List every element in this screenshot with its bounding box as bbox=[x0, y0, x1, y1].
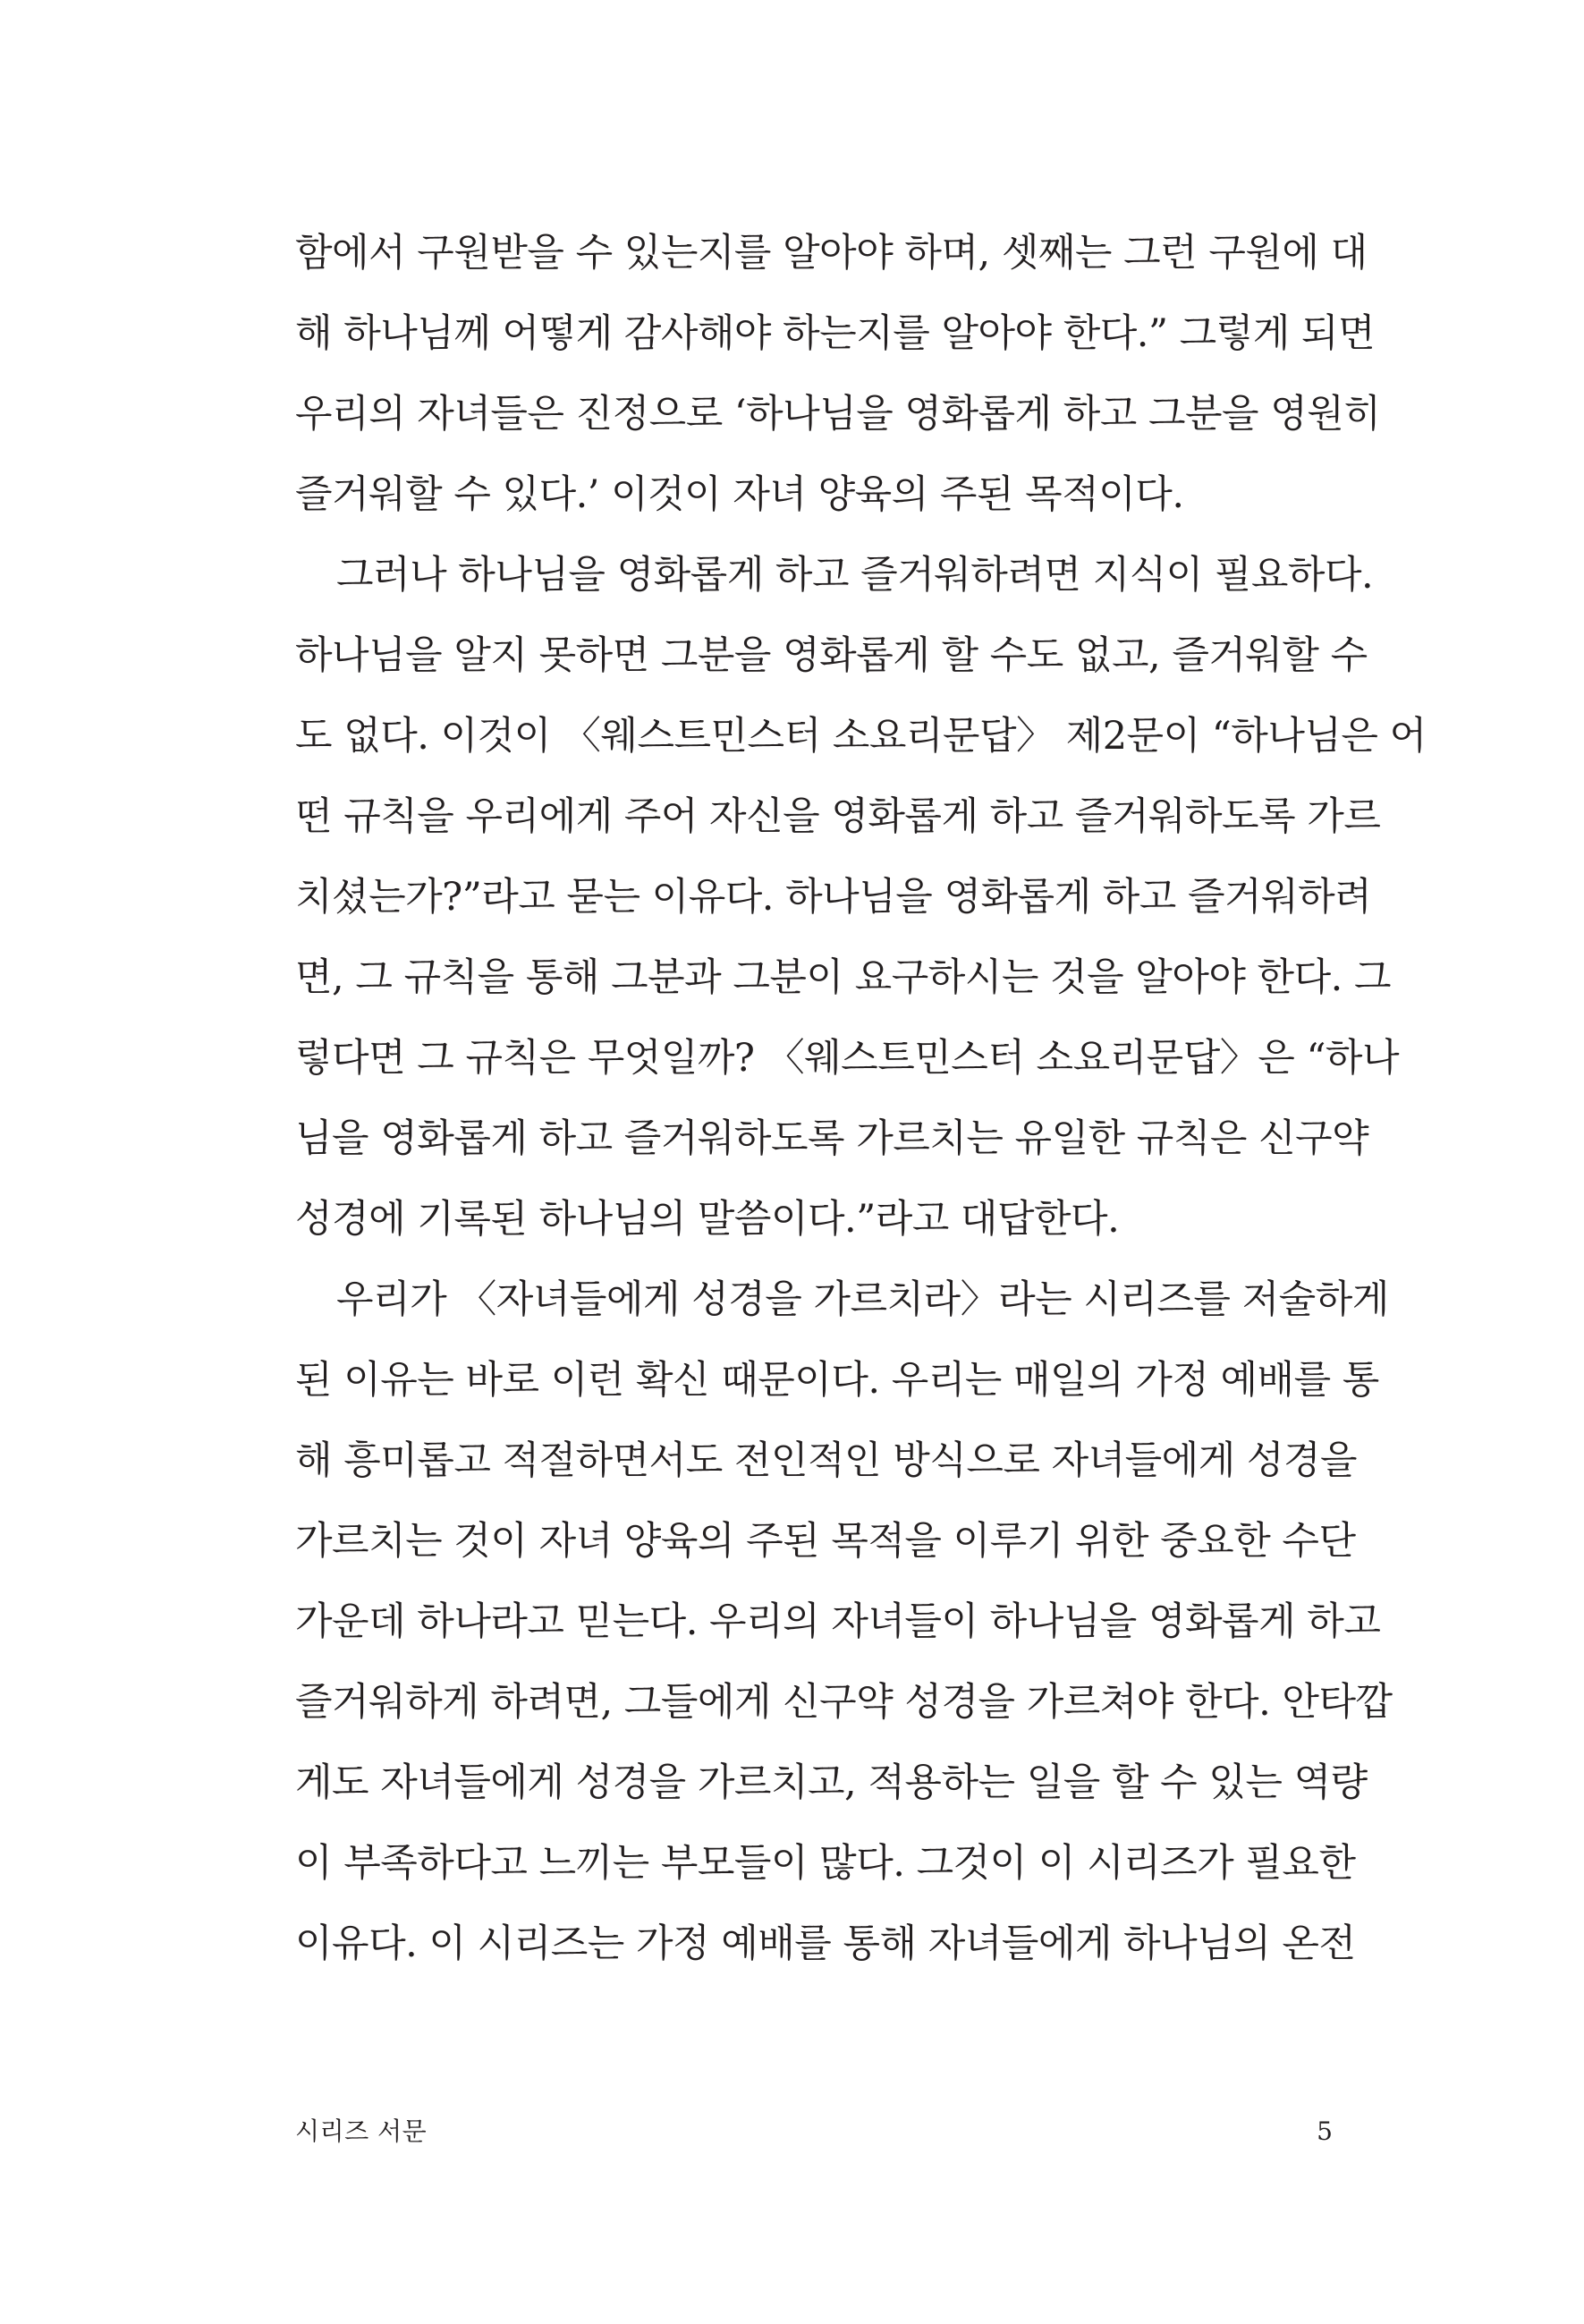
text-line: 가르치는 것이 자녀 양육의 주된 목적을 이루기 위한 중요한 수단 bbox=[295, 1519, 1356, 1564]
page-number: 5 bbox=[1317, 2116, 1333, 2146]
text-line: 님을 영화롭게 하고 즐거워하도록 가르치는 유일한 규칙은 신구약 bbox=[295, 1116, 1369, 1161]
text-line-paragraph-start: 우리가 〈자녀들에게 성경을 가르치라〉라는 시리즈를 저술하게 bbox=[336, 1277, 1389, 1322]
text-line: 우리의 자녀들은 진정으로 ‘하나님을 영화롭게 하고 그분을 영원히 bbox=[295, 392, 1381, 437]
text-line: 즐거워하게 하려면, 그들에게 신구약 성경을 가르쳐야 한다. 안타깝 bbox=[295, 1680, 1393, 1725]
text-line: 이 부족하다고 느끼는 부모들이 많다. 그것이 이 시리즈가 필요한 bbox=[295, 1841, 1356, 1886]
text-line: 성경에 기록된 하나님의 말씀이다.”라고 대답한다. bbox=[295, 1197, 1120, 1242]
text-line: 해 흥미롭고 적절하면서도 전인적인 방식으로 자녀들에게 성경을 bbox=[295, 1438, 1358, 1483]
text-line: 도 없다. 이것이 〈웨스트민스터 소요리문답〉 제2문이 “하나님은 어 bbox=[295, 714, 1427, 759]
running-footer-title: 시리즈 서문 bbox=[295, 2116, 428, 2146]
text-line: 면, 그 규칙을 통해 그분과 그분이 요구하시는 것을 알아야 한다. 그 bbox=[295, 955, 1392, 1000]
text-line: 해 하나님께 어떻게 감사해야 하는지를 알아야 한다.” 그렇게 되면 bbox=[295, 311, 1375, 356]
text-line: 가운데 하나라고 믿는다. 우리의 자녀들이 하나님을 영화롭게 하고 bbox=[295, 1599, 1381, 1644]
text-line-paragraph-start: 그러나 하나님을 영화롭게 하고 즐거워하려면 지식이 필요하다. bbox=[336, 553, 1374, 598]
text-line: 치셨는가?”라고 묻는 이유다. 하나님을 영화롭게 하고 즐거워하려 bbox=[295, 875, 1372, 920]
text-line: 이유다. 이 시리즈는 가정 예배를 통해 자녀들에게 하나님의 온전 bbox=[295, 1921, 1356, 1966]
text-line: 즐거워할 수 있다.’ 이것이 자녀 양육의 주된 목적이다. bbox=[295, 472, 1184, 517]
text-line: 함에서 구원받을 수 있는지를 알아야 하며, 셋째는 그런 구원에 대 bbox=[295, 231, 1368, 276]
text-line: 게도 자녀들에게 성경을 가르치고, 적용하는 일을 할 수 있는 역량 bbox=[295, 1760, 1368, 1805]
text-line: 렇다면 그 규칙은 무엇일까? 〈웨스트민스터 소요리문답〉은 “하나 bbox=[295, 1036, 1399, 1081]
text-line: 떤 규칙을 우리에게 주어 자신을 영화롭게 하고 즐거워하도록 가르 bbox=[295, 794, 1381, 839]
text-line: 된 이유는 바로 이런 확신 때문이다. 우리는 매일의 가정 예배를 통 bbox=[295, 1358, 1379, 1403]
text-line: 하나님을 알지 못하면 그분을 영화롭게 할 수도 없고, 즐거워할 수 bbox=[295, 633, 1368, 678]
